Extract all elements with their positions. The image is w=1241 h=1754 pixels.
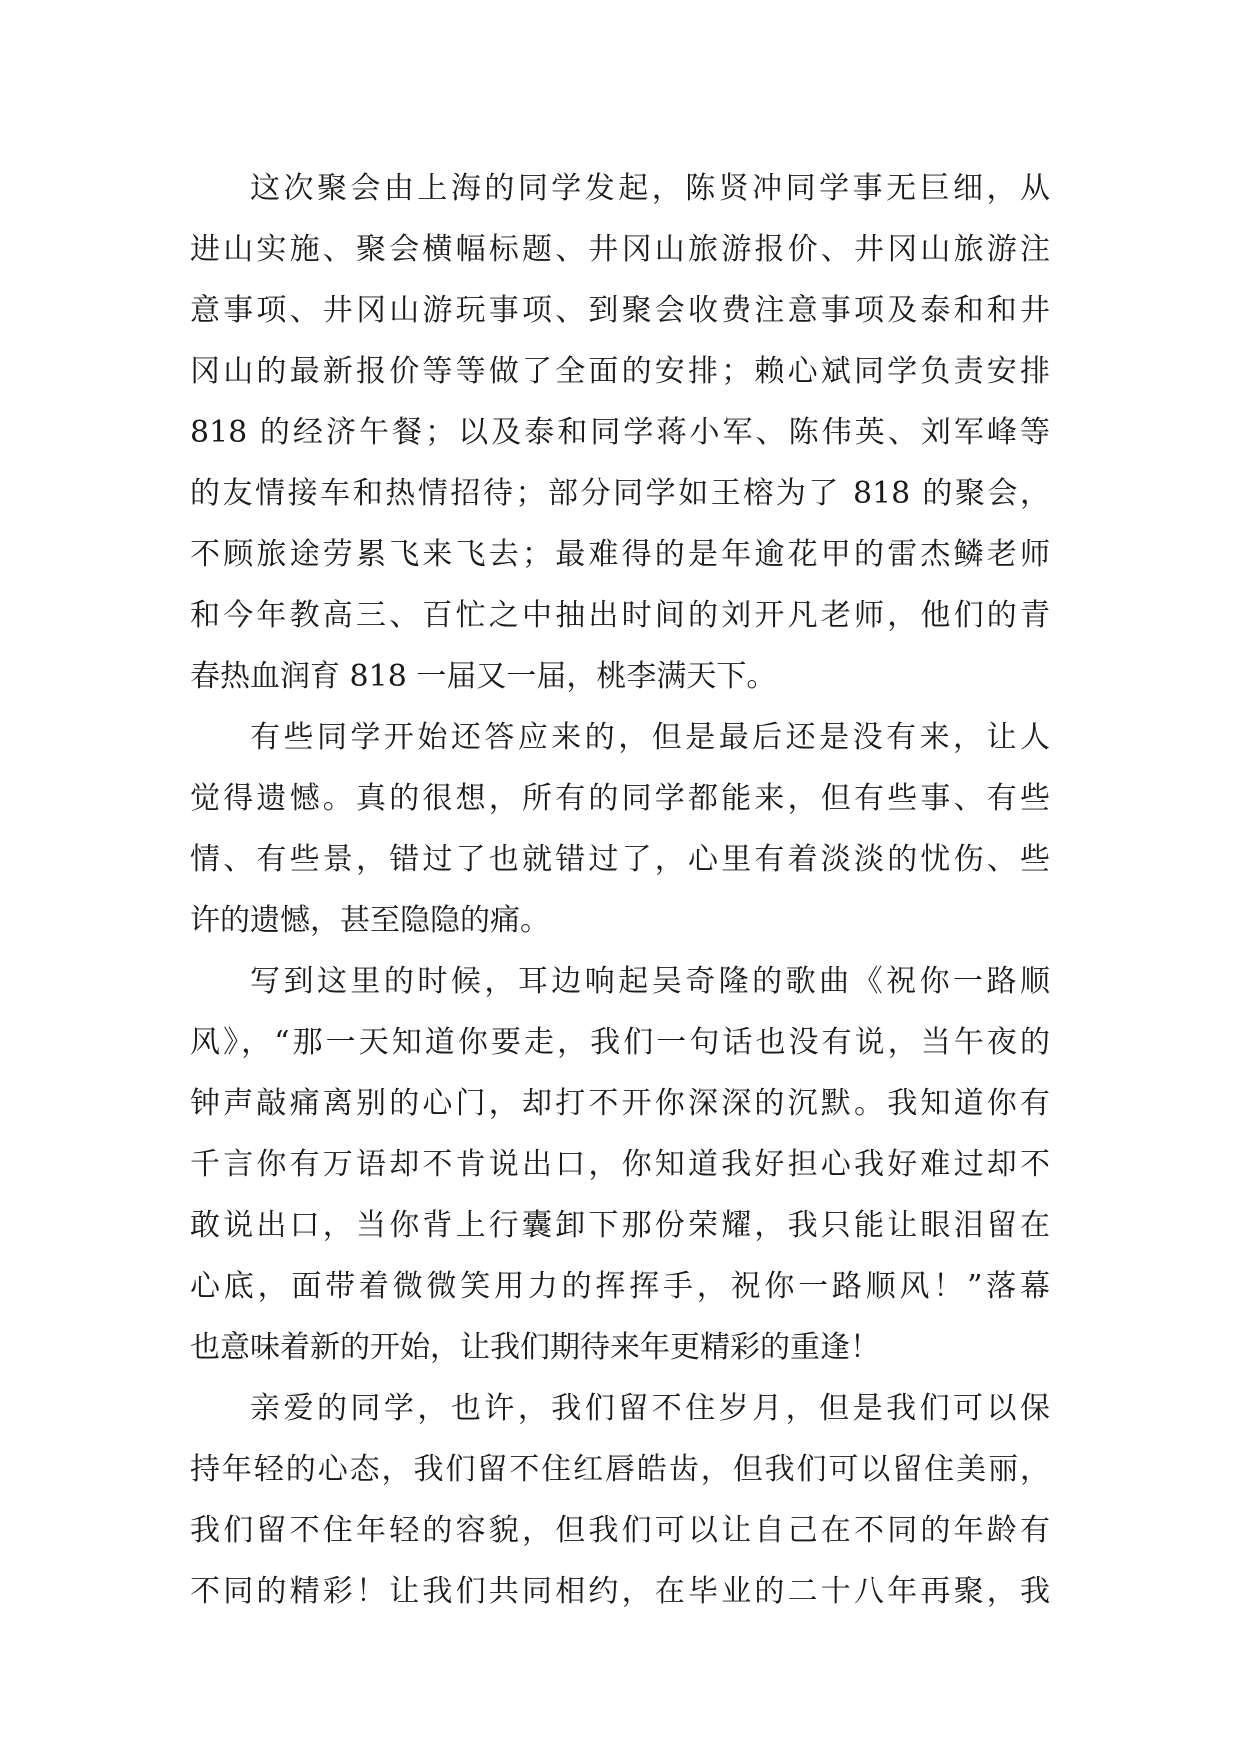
text-line: 千言你有万语却不肯说出口，你知道我好担心我好难过却不 <box>190 1147 1050 1182</box>
text-line: 持年轻的心态，我们留不住红唇皓齿，但我们可以留住美丽， <box>190 1452 1050 1487</box>
text-line: 进山实施、聚会横幅标题、井冈山旅游报价、井冈山旅游注 <box>190 232 1050 267</box>
text-line: 写到这里的时候，耳边响起吴奇隆的歌曲《祝你一路顺 <box>250 964 1050 999</box>
paragraph-4 <box>190 1378 1050 1622</box>
text-line: 这次聚会由上海的同学发起，陈贤冲同学事无巨细，从 <box>250 171 1050 206</box>
document-body <box>190 158 1050 1622</box>
text-line: 心底，面带着微微笑用力的挥挥手，祝你一路顺风！”落幕 <box>190 1269 1050 1304</box>
text-line: 钟声敲痛离别的心门，却打不开你深深的沉默。我知道你有 <box>190 1086 1050 1121</box>
text-line: 意事项、井冈山游玩事项、到聚会收费注意事项及泰和和井 <box>190 293 1050 328</box>
text-line: 的友情接车和热情招待；部分同学如王榕为了 818 的聚会， <box>190 476 1050 511</box>
text-line: 也意味着新的开始，让我们期待来年更精彩的重逢！ <box>190 1330 880 1365</box>
text-line: 情、有些景，错过了也就错过了，心里有着淡淡的忧伤、些 <box>190 842 1050 877</box>
paragraph-1 <box>190 158 1050 707</box>
text-line: 敢说出口，当你背上行囊卸下那份荣耀，我只能让眼泪留在 <box>190 1208 1050 1243</box>
text-line: 818 的经济午餐；以及泰和同学蒋小军、陈伟英、刘军峰等 <box>190 415 1050 450</box>
text-line: 不顾旅途劳累飞来飞去；最难得的是年逾花甲的雷杰鳞老师 <box>190 537 1050 572</box>
text-line: 许的遗憾，甚至隐隐的痛。 <box>190 903 550 938</box>
text-line: 亲爱的同学，也许，我们留不住岁月，但是我们可以保 <box>250 1391 1050 1426</box>
text-line: 觉得遗憾。真的很想，所有的同学都能来，但有些事、有些 <box>190 781 1050 816</box>
text-line: 有些同学开始还答应来的，但是最后还是没有来，让人 <box>250 720 1050 755</box>
text-line: 风》，“那一天知道你要走，我们一句话也没有说，当午夜的 <box>190 1025 1050 1060</box>
paragraph-2 <box>190 707 1050 951</box>
paragraph-3 <box>190 951 1050 1378</box>
text-line: 冈山的最新报价等等做了全面的安排；赖心斌同学负责安排 <box>190 354 1050 389</box>
text-line: 不同的精彩！让我们共同相约，在毕业的二十八年再聚，我 <box>190 1574 1050 1609</box>
text-line: 春热血润育 818 一届又一届，桃李满天下。 <box>190 659 777 694</box>
text-line: 和今年教高三、百忙之中抽出时间的刘开凡老师，他们的青 <box>190 598 1050 633</box>
text-line: 我们留不住年轻的容貌，但我们可以让自己在不同的年龄有 <box>190 1513 1050 1548</box>
